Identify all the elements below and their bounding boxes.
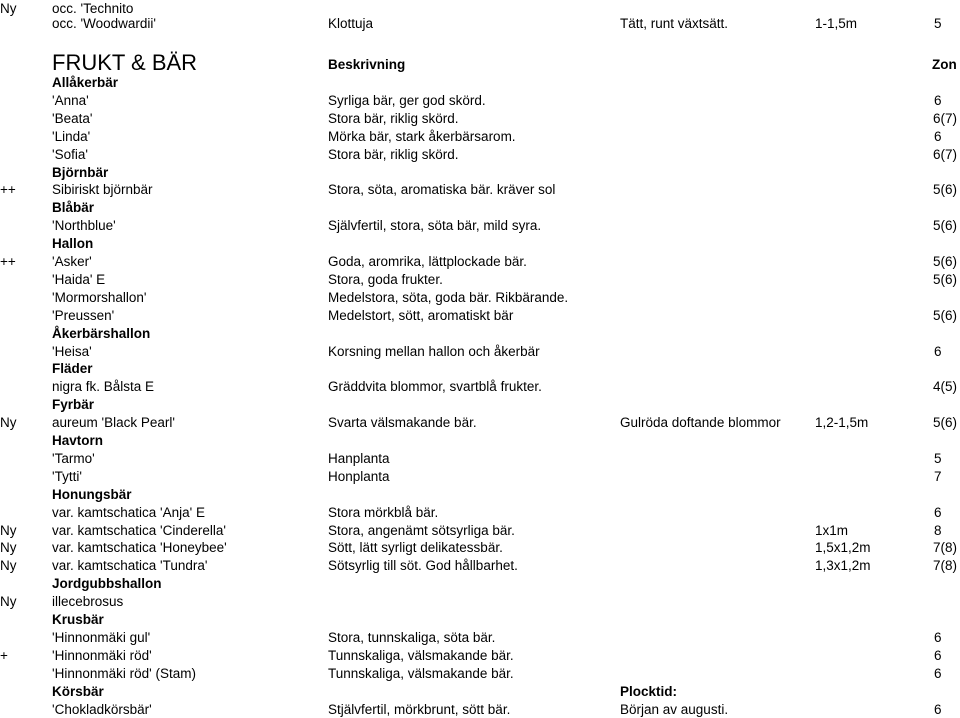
category-heading: Jordgubbshallon <box>52 576 162 592</box>
mark: Ny <box>0 522 17 538</box>
mark: Ny <box>0 415 17 431</box>
description: Sötsyrlig till söt. God hållbarhet. <box>328 558 518 574</box>
table-row <box>0 181 960 198</box>
zone: 6 <box>934 629 942 645</box>
category-heading: Björnbär <box>52 164 109 180</box>
plant-name: var. kamtschatica 'Tundra' <box>52 558 208 574</box>
description: Stjälvfertil, mörkbrunt, sött bär. <box>328 701 511 717</box>
description: Stora bär, riklig skörd. <box>328 146 459 162</box>
table-row <box>0 325 960 342</box>
table-row <box>0 74 960 91</box>
description: Stora, goda frukter. <box>328 271 443 287</box>
table-row <box>0 128 960 145</box>
plant-name: 'Haida' E <box>52 271 106 287</box>
description: Stora bär, riklig skörd. <box>328 110 459 126</box>
category-heading: Krusbär <box>52 612 104 627</box>
zone: 6 <box>934 92 942 108</box>
description: Goda, aromrika, lättplockade bär. <box>328 254 527 269</box>
mark: ++ <box>0 254 16 269</box>
table-row <box>0 414 960 431</box>
plant-name: 'Sofia' <box>52 146 88 162</box>
zone: 8 <box>934 522 942 538</box>
zone: 4(5) <box>933 379 958 395</box>
mark: Ny <box>0 558 17 574</box>
zone: 5(6) <box>933 254 958 269</box>
description: Mörka bär, stark åkerbärsarom. <box>328 128 516 144</box>
plant-name: 'Chokladkörsbär' <box>52 701 152 717</box>
plant-name: nigra fk. Bålsta E <box>52 379 155 395</box>
description: Tunnskaliga, välsmakande bär. <box>328 665 514 681</box>
extra-note: Början av augusti. <box>620 701 729 717</box>
plant-name: 'Hinnonmäki gul' <box>52 629 151 645</box>
description: Korsning mellan hallon och åkerbär <box>328 343 540 359</box>
zone: 7(8) <box>933 558 958 574</box>
table-row <box>0 92 960 109</box>
description: Syrliga bär, ger god skörd. <box>328 92 486 108</box>
table-row <box>0 593 960 610</box>
category-heading: Körsbär <box>52 683 104 699</box>
zone: 6 <box>934 701 942 717</box>
table-row <box>0 486 960 503</box>
table-row <box>0 629 960 646</box>
table-row <box>0 235 960 252</box>
category-heading: Hallon <box>52 236 94 252</box>
zone: 6 <box>934 128 942 144</box>
extra-note: Tätt, runt växtsätt. <box>620 16 729 31</box>
category-heading: Honungsbär <box>52 486 132 502</box>
table-row <box>0 343 960 360</box>
zone: 7 <box>934 468 942 484</box>
description: Klottuja <box>328 16 374 31</box>
description: Tunnskaliga, välsmakande bär. <box>328 647 514 663</box>
table-row <box>0 15 960 32</box>
table-row <box>0 146 960 163</box>
plant-name: 'Heisa' <box>52 343 92 359</box>
table-row <box>0 539 960 556</box>
zone: 5(6) <box>933 271 958 287</box>
description: Sött, lätt syrligt delikatessbär. <box>328 540 503 556</box>
category-heading: Fyrbär <box>52 397 95 413</box>
table-row <box>0 396 960 413</box>
mark: Ny <box>0 1 17 16</box>
zone: 6 <box>934 504 942 520</box>
table-row <box>0 271 960 288</box>
zone-column-header: Zon <box>932 57 957 72</box>
description: Självfertil, stora, söta bär, mild syra. <box>328 218 542 234</box>
mark: Ny <box>0 594 17 610</box>
zone: 6 <box>934 343 942 359</box>
zone: 6(7) <box>933 110 958 126</box>
plant-name: illecebrosus <box>52 594 124 610</box>
size: 1,5x1,2m <box>815 540 871 556</box>
plant-name: Sibiriskt björnbär <box>52 182 153 198</box>
category-heading: Fläder <box>52 361 93 377</box>
table-row <box>0 468 960 485</box>
table-row <box>0 701 960 718</box>
plant-name: occ. 'Woodwardii' <box>52 16 156 31</box>
zone: 5 <box>934 450 942 466</box>
plant-name: 'Beata' <box>52 110 93 126</box>
category-heading: Blåbär <box>52 200 95 216</box>
zone: 5 <box>934 16 942 31</box>
table-row <box>0 253 960 270</box>
table-row <box>0 450 960 467</box>
table-row <box>0 504 960 521</box>
table-row <box>0 217 960 234</box>
table-row <box>0 575 960 592</box>
size: 1,3x1,2m <box>815 558 871 574</box>
zone: 6 <box>934 665 942 681</box>
description: Stora mörkblå bär. <box>328 504 439 520</box>
zone: 7(8) <box>933 540 958 556</box>
plant-name: aureum 'Black Pearl' <box>52 415 175 431</box>
table-row <box>0 110 960 127</box>
zone: 6 <box>934 647 942 663</box>
plant-name: 'Asker' <box>52 254 92 269</box>
mark: + <box>0 647 8 663</box>
mark: Ny <box>0 540 17 556</box>
plant-name: 'Hinnonmäki röd' <box>52 647 152 663</box>
plant-name: 'Tytti' <box>52 468 82 484</box>
table-row <box>0 683 960 700</box>
table-row <box>0 557 960 574</box>
table-row <box>0 378 960 395</box>
category-heading: Allåkerbär <box>52 75 119 90</box>
plant-name: 'Mormorshallon' <box>52 289 147 305</box>
table-row <box>0 665 960 682</box>
zone: 5(6) <box>933 415 958 431</box>
description: Gräddvita blommor, svartblå frukter. <box>328 379 542 395</box>
plant-name: 'Hinnonmäki röd' (Stam) <box>52 665 196 681</box>
table-row <box>0 199 960 216</box>
description-column-header: Beskrivning <box>328 57 406 72</box>
description: Medelstort, sött, aromatiskt bär <box>328 307 514 323</box>
zone: 6(7) <box>933 146 958 162</box>
size: 1,2-1,5m <box>815 415 869 431</box>
mark: ++ <box>0 182 16 198</box>
section-header <box>0 50 960 76</box>
plant-name: var. kamtschatica 'Anja' E <box>52 504 205 520</box>
extra-note: Gulröda doftande blommor <box>620 415 781 431</box>
table-row <box>0 611 960 628</box>
plant-name: var. kamtschatica 'Cinderella' <box>52 522 226 538</box>
zone: 5(6) <box>933 182 958 198</box>
zone: 5(6) <box>933 307 958 323</box>
description: Hanplanta <box>328 450 390 466</box>
plant-name: occ. 'Technito <box>52 1 134 16</box>
description: Svarta välsmakande bär. <box>328 415 477 431</box>
description: Honplanta <box>328 468 390 484</box>
table-row <box>0 360 960 377</box>
description: Stora, angenämt sötsyrliga bär. <box>328 522 515 538</box>
category-heading: Åkerbärshallon <box>52 325 151 341</box>
description: Stora, söta, aromatiska bär. kräver sol <box>328 182 556 198</box>
table-row <box>0 647 960 664</box>
plant-name: 'Northblue' <box>52 218 116 234</box>
plant-name: var. kamtschatica 'Honeybee' <box>52 540 227 556</box>
table-row <box>0 307 960 324</box>
description: Stora, tunnskaliga, söta bär. <box>328 629 496 645</box>
size: 1x1m <box>815 522 849 538</box>
description: Medelstora, söta, goda bär. Rikbärande. <box>328 289 569 305</box>
table-row <box>0 164 960 181</box>
category-heading: Havtorn <box>52 433 104 448</box>
table-row <box>0 522 960 539</box>
plant-name: 'Anna' <box>52 92 89 108</box>
zone: 5(6) <box>933 218 958 234</box>
size: 1-1,5m <box>815 16 858 31</box>
column-note: Plocktid: <box>620 683 678 699</box>
plant-name: 'Linda' <box>52 128 91 144</box>
plant-name: 'Tarmo' <box>52 450 95 466</box>
table-row <box>0 432 960 449</box>
table-row <box>0 289 960 306</box>
plant-name: 'Preussen' <box>52 307 115 323</box>
section-title: FRUKT & BÄR <box>52 50 198 75</box>
